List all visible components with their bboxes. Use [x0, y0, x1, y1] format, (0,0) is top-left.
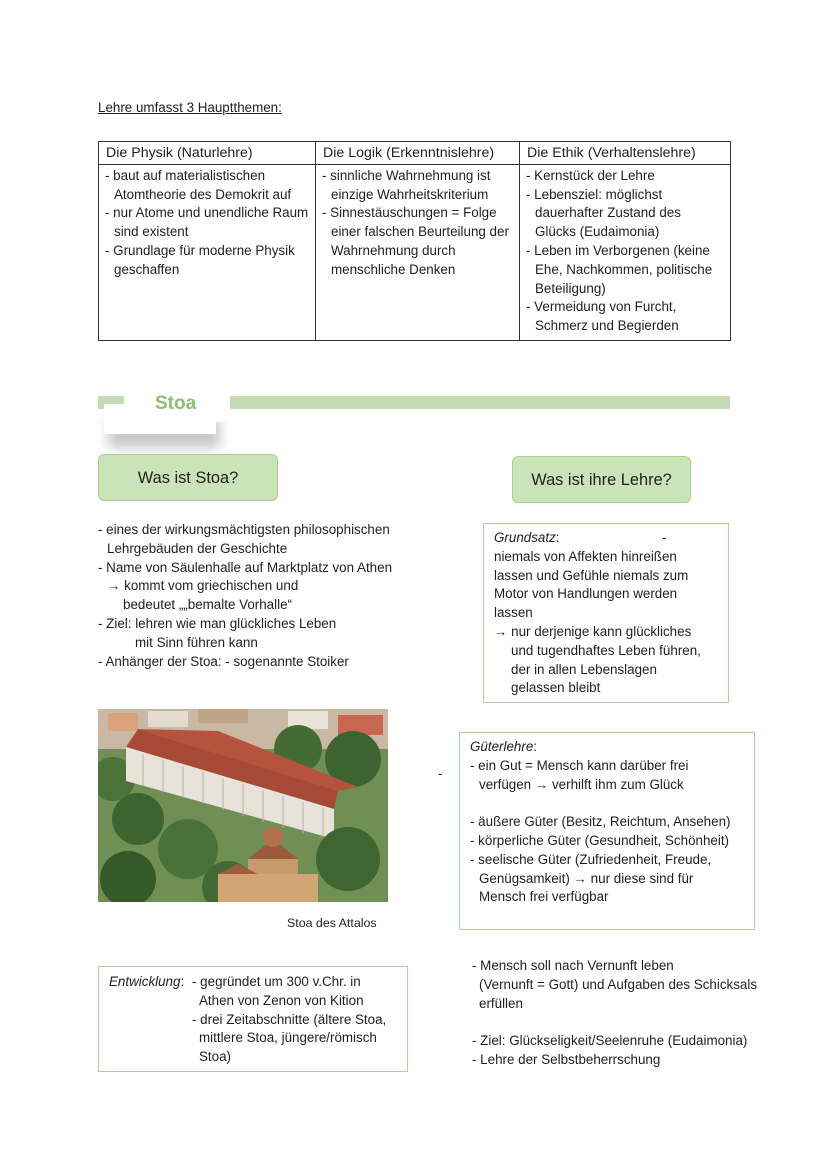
text-line: verfügen → verhilft ihm zum Glück: [479, 776, 684, 792]
text-line: niemals von Affekten hinreißen: [494, 548, 677, 564]
text-line: (Vernunft = Gott) und Aufgaben des Schicksals: [479, 976, 758, 992]
text-line: bedeutet „„bemalte Vorhalle“: [123, 597, 292, 613]
list-item: - Kernstück der Lehre: [526, 167, 655, 183]
text-line: → kommt vom griechischen und: [107, 578, 299, 594]
text-line: - seelische Güter (Zufriedenheit, Freude,: [470, 851, 712, 867]
list-item: - sinnliche Wahrnehmung ist einzige Wahrheitskriterium: [322, 167, 491, 202]
text-line: Genügsamkeit) → nur diese sind für: [479, 870, 694, 886]
text-line: - Mensch soll nach Vernunft leben: [472, 958, 674, 973]
text-line: - äußere Güter (Besitz, Reichtum, Ansehen): [470, 814, 731, 830]
list-item: - baut auf materialistischen Atomtheorie des Demokrit auf: [105, 167, 292, 202]
photo-caption: Stoa des Attalos: [287, 916, 377, 930]
text-line: gelassen bleibt: [511, 680, 601, 696]
text-line: mit Sinn führen kann: [135, 634, 258, 650]
list-item: - Lebensziel: möglichst dauerhafter Zustand des Glücks (Eudaimonia): [526, 186, 681, 240]
grundsatz-dash: -: [662, 530, 667, 545]
text-line: Güterlehre:: [470, 739, 537, 754]
text-line: Mensch frei verfügbar: [479, 889, 609, 905]
entwicklung-label: Entwicklung: [109, 974, 181, 989]
cell-physik: [99, 164, 316, 340]
cell-ethik: [520, 164, 731, 340]
entwicklung-label-wrap: [109, 973, 184, 992]
question-what-is-stoa: Was ist Stoa?: [98, 454, 278, 501]
grundsatz-label: Grundsatz: [494, 530, 556, 545]
spacer: [472, 1013, 757, 1032]
stray-dash: -: [438, 766, 443, 781]
grundsatz-box: [483, 523, 729, 703]
text-line: - Ziel: lehren wie man glückliches Leben: [98, 615, 337, 631]
list-item: - Vermeidung von Furcht, Schmerz und Begierden: [526, 299, 679, 334]
text-line: - drei Zeitabschnitte (ältere Stoa,: [192, 1011, 387, 1027]
text-line: - Ziel: Glückseligkeit/Seelenruhe (Eudaimonia): [472, 1033, 748, 1049]
list-item: - nur Atome und unendliche Raum sind existent: [105, 205, 309, 240]
stoa-photo-image: [98, 709, 388, 902]
text-line: Lehrgebäuden der Geschichte: [107, 540, 288, 556]
arrow-right-icon: →: [573, 870, 587, 886]
gueterlehre-label: Güterlehre: [470, 739, 534, 754]
text-line: - ein Gut = Mensch kann darüber frei: [470, 757, 689, 773]
themes-table: [98, 141, 731, 341]
entwicklung-box: [98, 966, 408, 1072]
header-logik: Die Logik (Erkenntnislehre): [316, 142, 520, 165]
spacer: [470, 794, 744, 813]
text-line: - eines der wirkungsmächtigsten philosophischen: [98, 522, 390, 537]
list-item: - Sinnestäuschungen = Folge einer falschen Beurteilung der Wahrnehmung durch menschliche Denken: [322, 205, 509, 277]
page-heading: Lehre umfasst 3 Hauptthemen:: [98, 100, 282, 115]
text-line: Entwicklung:: [109, 974, 185, 989]
banner-line-right: [230, 396, 730, 409]
list-item: - Leben im Verborgenen (keine Ehe, Nachkommen, politische Beteiligung): [526, 242, 713, 296]
text-line: und tugendhaftes Leben führen,: [511, 642, 701, 658]
section-title: Stoa: [155, 393, 197, 414]
arrow-right-icon: →: [494, 623, 508, 639]
header-ethik: Die Ethik (Verhaltenslehre): [520, 142, 731, 165]
text-line: - Anhänger der Stoa: - sogenannte Stoiker: [98, 653, 349, 669]
cell-logik: [316, 164, 520, 340]
arrow-right-icon: →: [107, 578, 121, 594]
text-line: - körperliche Güter (Gesundheit, Schönheit): [470, 832, 730, 848]
text-line: erfüllen: [479, 995, 523, 1011]
text-line: → nur derjenige kann glückliches: [494, 623, 692, 639]
header-physik: Die Physik (Naturlehre): [99, 142, 316, 165]
text-line: - Lehre der Selbstbeherrschung: [472, 1051, 661, 1067]
stoa-photo: [98, 709, 388, 902]
text-line: Stoa): [199, 1049, 232, 1065]
text-line: Motor von Handlungen werden: [494, 586, 678, 602]
text-line: der in allen Lebenslagen: [511, 661, 657, 677]
entwicklung-text: [192, 973, 386, 1067]
text-line: lassen und Gefühle niemals zum: [494, 567, 689, 583]
list-item: - Grundlage für moderne Physik geschaffen: [105, 242, 295, 277]
text-line: Grundsatz:: [494, 530, 560, 545]
text-line: - Name von Säulenhalle auf Marktplatz von Athen: [98, 559, 393, 575]
text-line: - gegründet um 300 v.Chr. in: [192, 974, 361, 989]
what-is-stoa-text: [98, 521, 392, 671]
text-line: Athen von Zenon von Kition: [199, 992, 364, 1008]
text-line: lassen: [494, 605, 533, 621]
vernunft-text: [472, 957, 757, 1070]
text-line: mittlere Stoa, jüngere/römisch: [199, 1030, 377, 1046]
question-teaching: Was ist ihre Lehre?: [512, 456, 691, 503]
gueterlehre-box: [459, 732, 755, 930]
arrow-right-icon: →: [534, 776, 549, 792]
